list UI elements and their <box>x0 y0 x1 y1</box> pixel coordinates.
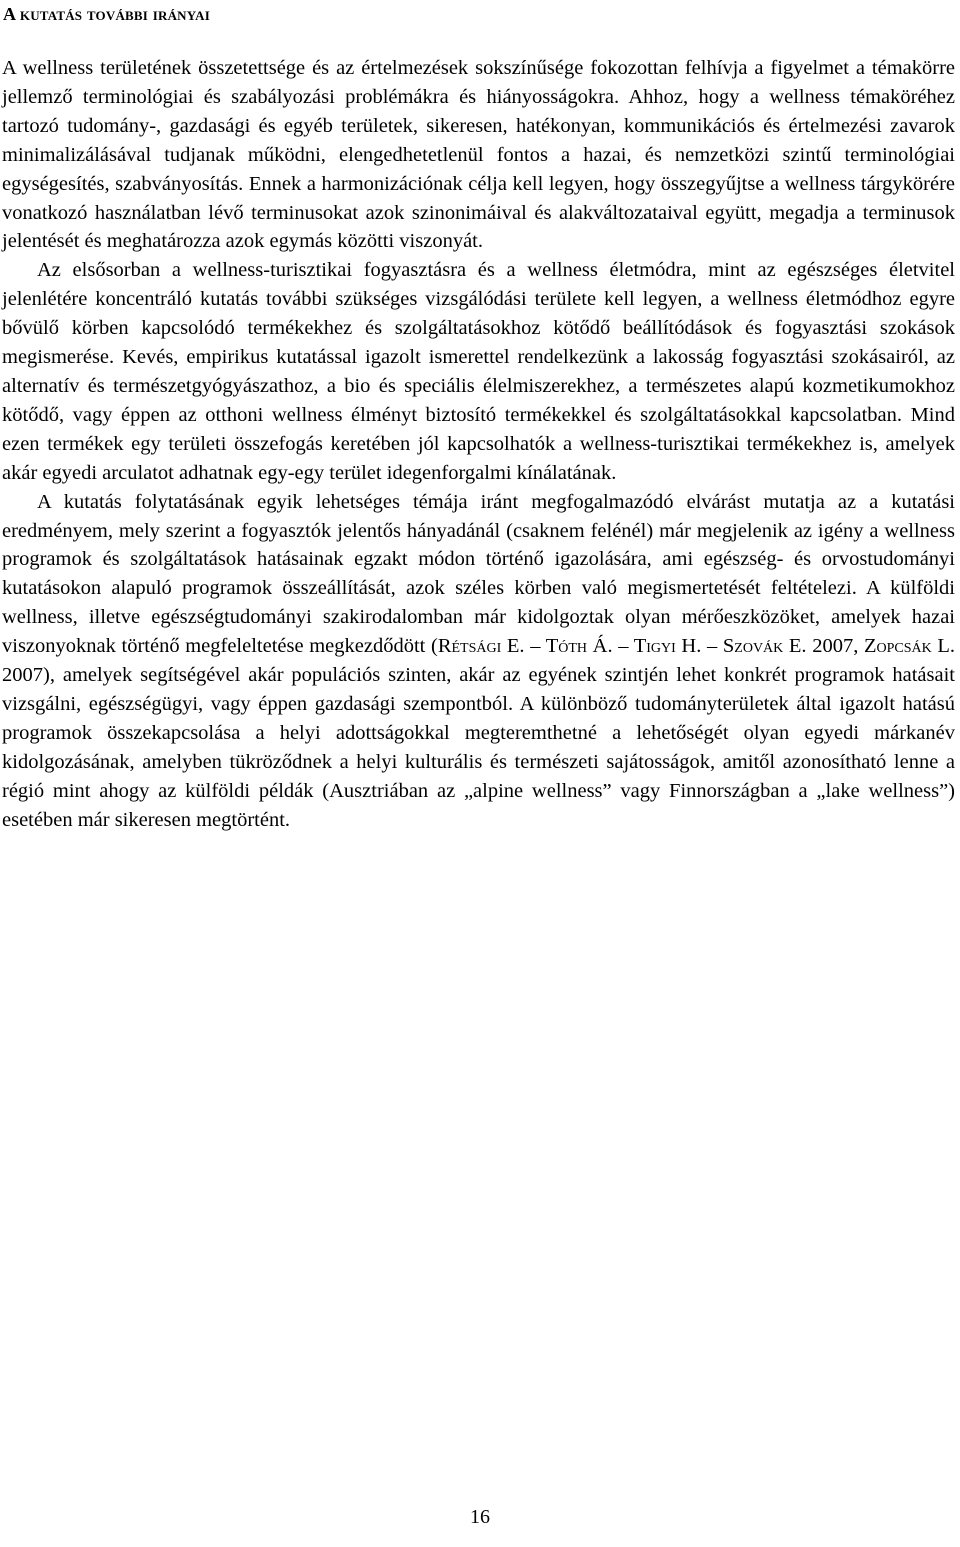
paragraph-consumption: Az elsősorban a wellness-turisztikai fogyasztásra és a wellness életmódra, mint az egészséges életvitel jelenlétére koncentráló kutatás további szükséges vizsgálódási területe kell legyen, a wellness életmódhoz egyre bővülő körben kapcsolódó termékekhez és szolgáltatásokhoz kötődő beállítódások és fogyasztási szokások megismerése. Kevés, empirikus kutatással igazolt ismerettel rendelkezünk a lakosság fogyasztási szokásairól, az alternatív és természetgyógyászathoz, a bio és speciális élelmiszerekhez, a természetes alapú kozmetikumokhoz kötődő, vagy éppen az otthoni wellness élményt biztosító termékekkel és szolgáltatásokkal kapcsolatban. Mind ezen termékek egy területi összefogás keretében jól kapcsolhatók a wellness-turisztikai termékekhez is, amelyek akár egyedi arculatot adhatnak egy-egy terület idegenforgalmi kínálatának. <box>2 259 955 484</box>
paragraph-research-continuation <box>2 488 955 835</box>
page-number: 16 <box>470 1506 490 1528</box>
citation: Rétsági E. – Tóth Á. – Tigyi H. – Szovák E. 2007, Zopcsák L. 2007 <box>2 635 955 687</box>
paragraph-terminology: A wellness területének összetettsége és az értelmezések sokszínűsége fokozottan felhívja a figyelmet a témakörre jellemző terminológiai és szabályozási problémákra és hiányosságokra. Ahhoz, hogy a wellness témaköréhez tartozó tudomány-, gazdasági és egyéb területek, sikeresen, hatékonyan, kommunikációs és értelmezési zavarok minimalizálásával tudjanak működni, elengedhetetlenül fontos a hazai, és nemzetközi szintű terminológiai egységesítés, szabványosítás. Ennek a harmonizációnak célja kell legyen, hogy összegyűjtse a wellness tárgykörére vonatkozó használatban lévő terminusokat azok szinonimáival és alakváltozataival együtt, megadja a terminusok jelentését és meghatározza azok egymás közötti viszonyát. <box>2 57 955 253</box>
paragraph-text-after-citation: ), amelyek segítségével akár populációs szinten, akár az egyének szintjén lehet konkrét programok hatásait vizsgálni, egészségügyi, vagy éppen gazdasági szempontból. A különböző tudományterületek által igazolt hatású programok összekapcsolása a helyi adottságokkal megteremthetné a lehetőségét olyan egyedi márkanév kidolgozásának, amelyben tükröződnek a helyi kulturális és természeti sajátosságok, amitől azonosítható lenne a régió mint ahogy az külföldi példák (Ausztriában az „alpine wellness” vagy Finnországban a „lake wellness”) esetében már sikeresen megtörtént. <box>2 664 955 831</box>
section-heading: A kutatás további irányai <box>3 4 211 24</box>
body-text <box>2 54 955 834</box>
paragraph-text-before-citation: A kutatás folytatásának egyik lehetséges témája iránt megfogalmazódó elvárást mutatja az a kutatási eredményem, mely szerint a fogyasztók jelentős hányadánál (csaknem felénél) már megjelenik az igény a wellness programok és szolgáltatások hatásainak egzakt módon történő igazolására, ami egészség- és orvostudományi kutatásokon alapuló programok összeállítását, azok széles körben való megismertetését feltételezi. A külföldi wellness, illetve egészségtudományi szakirodalomban már kidolgoztak olyan mérőeszközöket, amelyek hazai viszonyoknak történő megfeleltetése megkezdődött ( <box>2 490 955 658</box>
